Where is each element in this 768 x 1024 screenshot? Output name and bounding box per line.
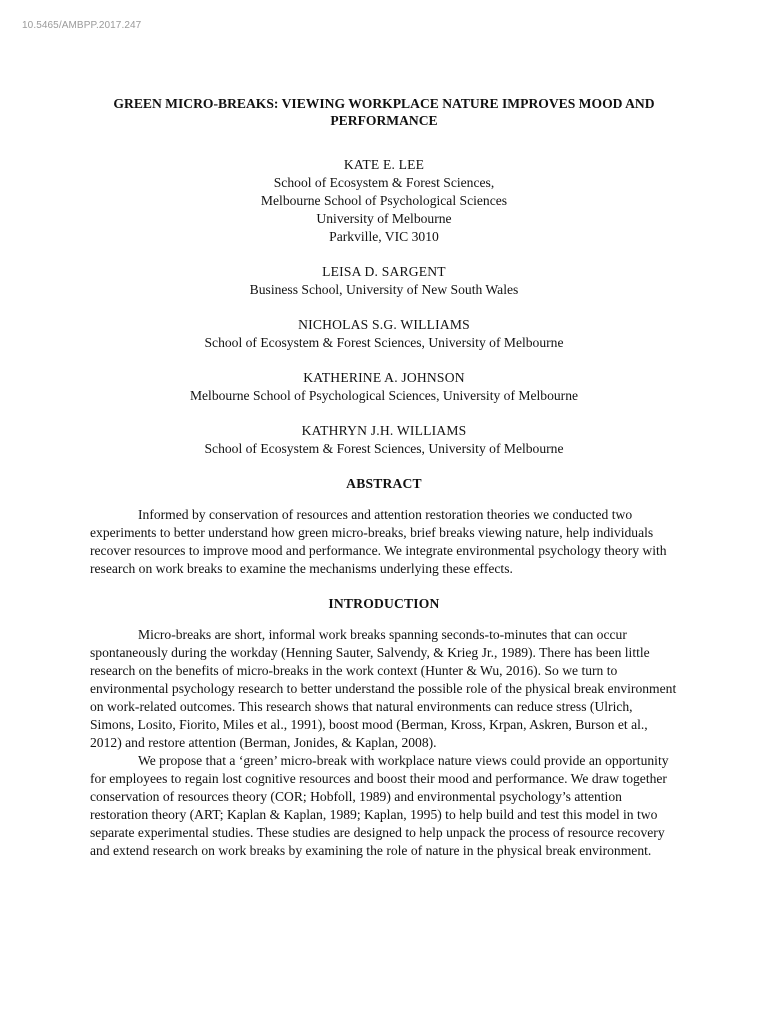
author-block <box>90 263 678 299</box>
author-block <box>90 156 678 246</box>
paper-title: GREEN MICRO-BREAKS: VIEWING WORKPLACE NATURE IMPROVES MOOD AND PERFORMANCE <box>113 96 655 128</box>
author-name: KATHERINE A. JOHNSON <box>303 370 465 385</box>
doi-identifier: 10.5465/AMBPP.2017.247 <box>22 20 142 31</box>
abstract-heading: ABSTRACT <box>346 476 422 491</box>
author-name: LEISA D. SARGENT <box>322 264 446 279</box>
author-affiliation: School of Ecosystem & Forest Sciences, <box>273 175 495 190</box>
author-block <box>90 369 678 405</box>
author-affiliation: Melbourne School of Psychological Sciences <box>260 193 508 208</box>
introduction-paragraph: Micro-breaks are short, informal work breaks spanning seconds-to-minutes that can occur spontaneously during the workday (Henning Sauter, Salvendy, & Krieg Jr., 1989). There has been little research on the benefits of micro-breaks in the work context (Hunter & Wu, 2016). So we turn to environmental psychology research to better understand the possible role of the physical break environment on work-related outcomes. This research shows that natural environments can reduce stress (Ulrich, Simons, Losito, Fiorito, Miles et al., 1991), boost mood (Berman, Kross, Krpan, Askren, Burson et al., 2012) and restore attention (Berman, Jonides, & Kaplan, 2008). <box>90 627 677 750</box>
author-affiliation: Melbourne School of Psychological Sciences, University of Melbourne <box>189 388 579 403</box>
author-affiliation: University of Melbourne <box>316 211 452 226</box>
abstract-text: Informed by conservation of resources and attention restoration theories we conducted two experiments to better understand how green micro-breaks, brief breaks viewing nature, help individuals recover resources to improve mood and performance. We integrate environmental psychology theory with research on work breaks to examine the mechanisms underlying these effects. <box>90 507 667 576</box>
author-name: KATHRYN J.H. WILLIAMS <box>301 423 467 438</box>
author-affiliation: Business School, University of New South Wales <box>249 282 519 297</box>
author-block <box>90 422 678 458</box>
paper-page <box>90 95 678 860</box>
author-block <box>90 316 678 352</box>
introduction-heading: INTRODUCTION <box>328 596 440 611</box>
author-name: NICHOLAS S.G. WILLIAMS <box>298 317 470 332</box>
author-affiliation: Parkville, VIC 3010 <box>329 229 439 244</box>
introduction-paragraph: We propose that a ‘green’ micro-break with workplace nature views could provide an opportunity for employees to regain lost cognitive resources and boost their mood and performance. We draw together conservation of resources theory (COR; Hobfoll, 1989) and environmental psychology’s attention restoration theory (ART; Kaplan & Kaplan, 1989; Kaplan, 1995) to help build and test this model in two separate experimental studies. These studies are designed to help unpack the process of resource recovery and extend research on work breaks by examining the role of nature in the physical break environment. <box>90 753 669 858</box>
author-affiliation: School of Ecosystem & Forest Sciences, University of Melbourne <box>204 335 564 350</box>
author-name: KATE E. LEE <box>343 157 425 172</box>
author-affiliation: School of Ecosystem & Forest Sciences, University of Melbourne <box>204 441 564 456</box>
